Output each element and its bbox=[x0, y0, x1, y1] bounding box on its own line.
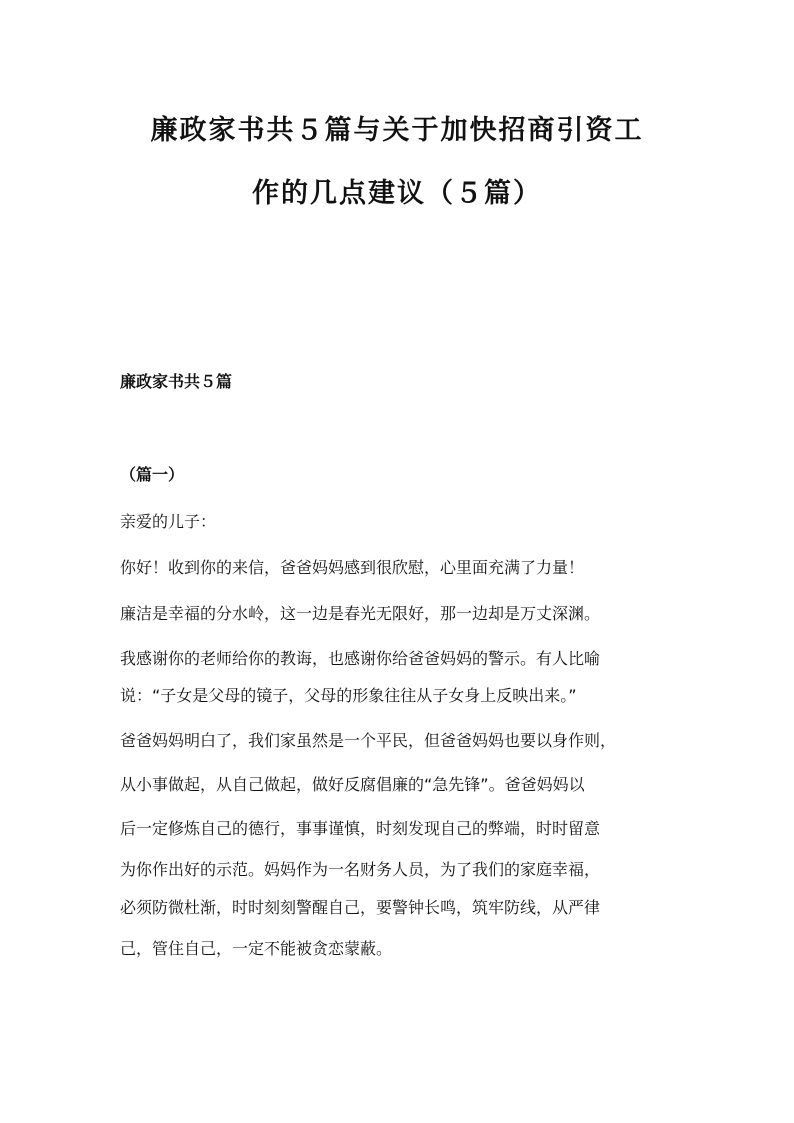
document-title-line-1: 廉政家书共５篇与关于加快招商引资工 bbox=[150, 115, 644, 146]
body-line: 从小事做起，从自己做起，做好反腐倡廉的“急先锋”。爸爸妈妈以 bbox=[120, 775, 585, 794]
body-line: 我感谢你的老师给你的教诲，也感谢你给爸爸妈妈的警示。有人比喻 bbox=[120, 649, 601, 668]
body-line: 爸爸妈妈明白了，我们家虽然是一个平民，但爸爸妈妈也要以身作则， bbox=[120, 731, 617, 750]
section-heading: 廉政家书共５篇 bbox=[120, 372, 233, 391]
body-line: 己，管住自己，一定不能被贪恋蒙蔽。 bbox=[120, 939, 393, 958]
body-line: 说：“子女是父母的镜子，父母的形象往往从子女身上反映出来。” bbox=[120, 686, 577, 705]
body-line: 后一定修炼自己的德行，事事谨慎，时刻发现自己的弊端，时时留意 bbox=[120, 819, 601, 838]
body-line: 为你作出好的示范。妈妈作为一名财务人员，为了我们的家庭幸福， bbox=[120, 860, 601, 879]
body-line: 你好！收到你的来信，爸爸妈妈感到很欣慰，心里面充满了力量！ bbox=[120, 558, 585, 577]
body-line: 廉洁是幸福的分水岭，这一边是春光无限好，那一边却是万丈深渊。 bbox=[120, 604, 601, 623]
letter-greeting: 亲爱的儿子： bbox=[120, 512, 217, 531]
body-line: 必须防微杜渐，时时刻刻警醒自己，要警钟长鸣，筑牢防线，从严律 bbox=[120, 898, 601, 917]
part-heading: （篇一） bbox=[120, 465, 185, 484]
document-title-line-2: 作的几点建议（５篇） bbox=[252, 178, 542, 209]
